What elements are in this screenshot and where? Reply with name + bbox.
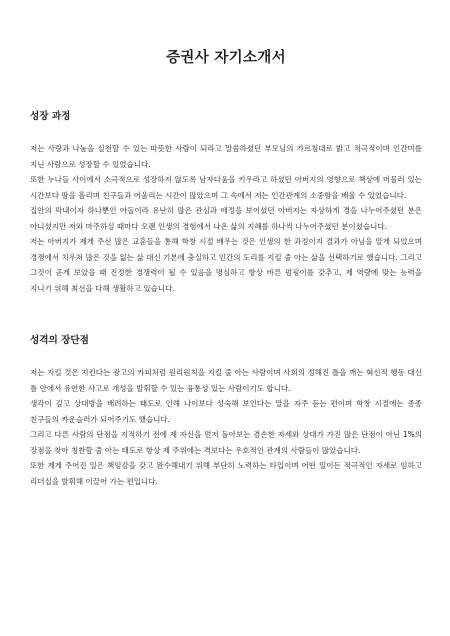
section-heading-growth: 성장 과정 [30, 111, 71, 122]
section-body-growth [30, 141, 422, 296]
paragraph: 저는 지킬 것은 지킨다는 광고의 카피처럼 원리원칙을 지킬 줄 아는 사람이며 사회의 정해진 틀을 깨는 혁신적 행동 대신 틀 안에서 유연한 사고로 개성을 발휘할 수 있는 융통성 있는 사람이기도 합니다. [30, 368, 422, 393]
document-title: 증권사 자기소개서 [166, 49, 286, 66]
paragraph: 저는 아버지가 제게 주신 많은 교훈들을 통해 학창 시절 배우는 것은 인생의 한 과정이지 결과가 아님을 알게 되었으며 경쟁에서 치우쳐 많은 것을 잃는 삶 대신 기본에 충실하고 인간의 도리를 지킬 줄 아는 삶을 선택하기로 했습니다. 그리고 그것이 곧게 보았을 때 진정한 경쟁력이 될 수 있음을 명심하고 항상 바른 펌핑이를 갖추고, 제 역량에 맞는 능력을 지니기 위해 최선을 다해 생활하고 있습니다. [30, 237, 422, 293]
section-body-personality [30, 365, 422, 489]
paragraph: 또한 제게 주어진 일은 책임감을 갖고 완수해내기 위해 부단히 노력하는 타입이며 어떤 일이든 적극적인 자세로 임하고 리더십을 발휘해 이끌어 가는 편입니다. [30, 461, 422, 486]
paragraph: 저는 사랑과 나눔을 실천할 수 있는 따뜻한 사람이 되라고 말씀하셨던 부모님의 가르침대로 밝고 적극적이며 인간미를 지닌 사람으로 성장할 수 있었습니다. [30, 144, 422, 169]
section-growth [30, 110, 422, 296]
paragraph: 집안의 막내이자 하나뿐인 아들이라 유난히 많은 관심과 애정을 보이셨던 아버지는 자상하게 경을 나누어주셨던 분은 아니셨지만 저와 마주하실 때마다 오랜 인생의 경험에서 나온 삶의 지혜를 하나씩 나누어주셨던 분이셨습니다. [30, 206, 422, 231]
paragraph: 또한 누나들 사이에서 소극적으로 성장하지 않도록 남자다움을 키우라고 하셨던 아버지의 영향으로 책상에 머물러 있는 시간보다 땀을 흘리며 친구들과 어울리는 시간이 많았으며 그 속에서 저는 인간관계의 소중함을 배울 수 있었습니다. [30, 175, 422, 200]
section-personality [30, 334, 422, 489]
section-heading-personality: 성격의 장단점 [30, 335, 89, 346]
paragraph: 그리고 다른 사람의 단점을 지적하기 전에 제 자신을 먼저 돌아보는 겸손한 자세와 상대가 가진 많은 단점이 아닌 1%의 장점을 찾아 칭찬할 줄 아는 태도로 항상 제 주위에는 격보다는 우호적인 관계의 사람들이 많았습니다. [30, 430, 422, 455]
paragraph: 생각이 깊고 상대방을 배려하는 태도로 인해 나이보다 성숙해 보인다는 말을 자주 듣는 편이며 학창 시절에는 종종 친구들의 카운슬러가 되어주기도 했습니다. [30, 399, 422, 424]
